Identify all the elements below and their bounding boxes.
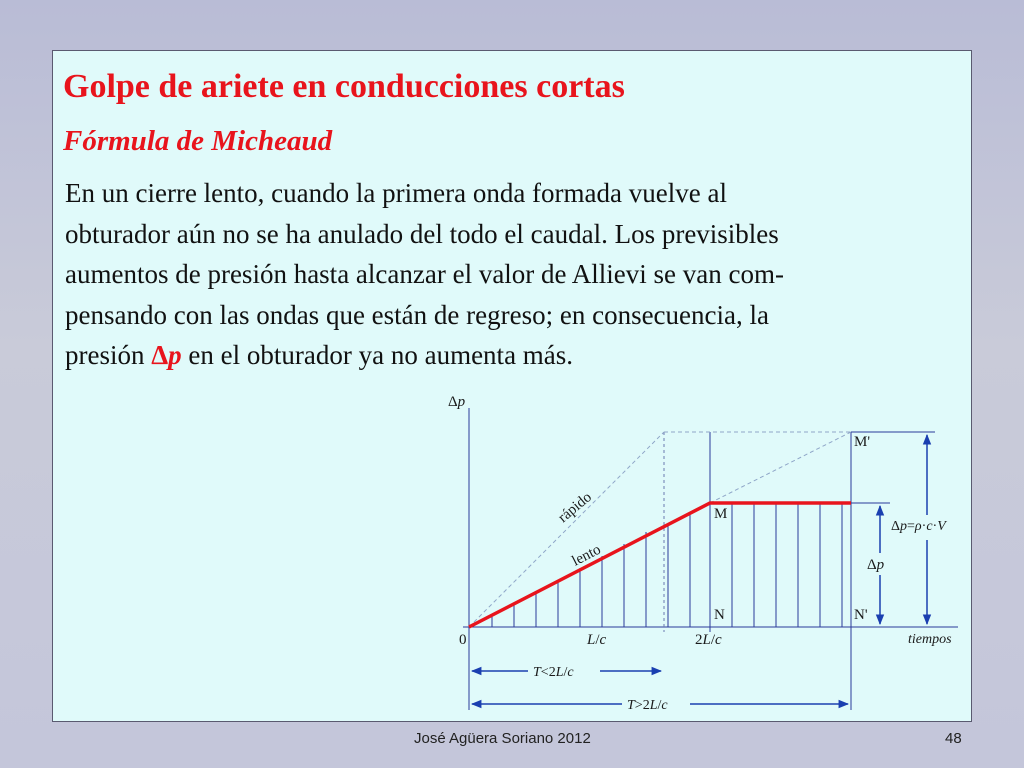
point-N: N [714, 607, 725, 623]
dp-label: Δp [867, 557, 885, 573]
body-line-5-end: en el obturador ya no aumenta más. [181, 340, 574, 370]
footer-author: José Agüera Soriano 2012 [414, 730, 591, 747]
body-line-4: pensando con las ondas que están de regreso; en consecuencia, la [65, 299, 769, 330]
rapid-rise-line [469, 432, 664, 627]
body-line-5-start: presión [65, 340, 152, 370]
tick-L-over-c: L/c [587, 632, 607, 648]
point-M-prime: M' [854, 434, 871, 450]
point-M: M [714, 506, 728, 522]
span-T-lt-label: T<2L/c [533, 665, 574, 680]
body-line-3: aumentos de presión hasta alcanzar el valor de Allievi se van com- [65, 259, 784, 289]
slide-title: Golpe de ariete en conducciones cortas [63, 68, 625, 105]
point-N-prime: N' [854, 607, 868, 623]
tick-2L-over-c: 2L/c [695, 632, 722, 648]
hatch-lines [492, 503, 842, 627]
x-axis-label: tiempos [908, 632, 952, 647]
origin-label: 0 [459, 632, 467, 648]
label-lento: lento [569, 541, 604, 570]
footer-page-number: 48 [945, 730, 962, 747]
body-line-2: obturador aún no se ha anulado del todo el caudal. Los previsibles [65, 218, 779, 249]
slow-closure-curve [469, 503, 851, 627]
p-glyph: p [168, 340, 182, 370]
extension-line [710, 432, 851, 503]
slide-subtitle: Fórmula de Micheaud [63, 125, 333, 157]
y-axis-label: Δp [448, 394, 466, 410]
body-line-1: En un cierre lento, cuando la primera onda formada vuelve al [65, 178, 727, 208]
allievi-formula: Δp=ρ·c·V [891, 519, 946, 534]
delta-glyph: Δ [151, 340, 169, 370]
span-T-gt-label: T>2L/c [627, 698, 668, 713]
label-rapido: rápido [555, 489, 595, 527]
